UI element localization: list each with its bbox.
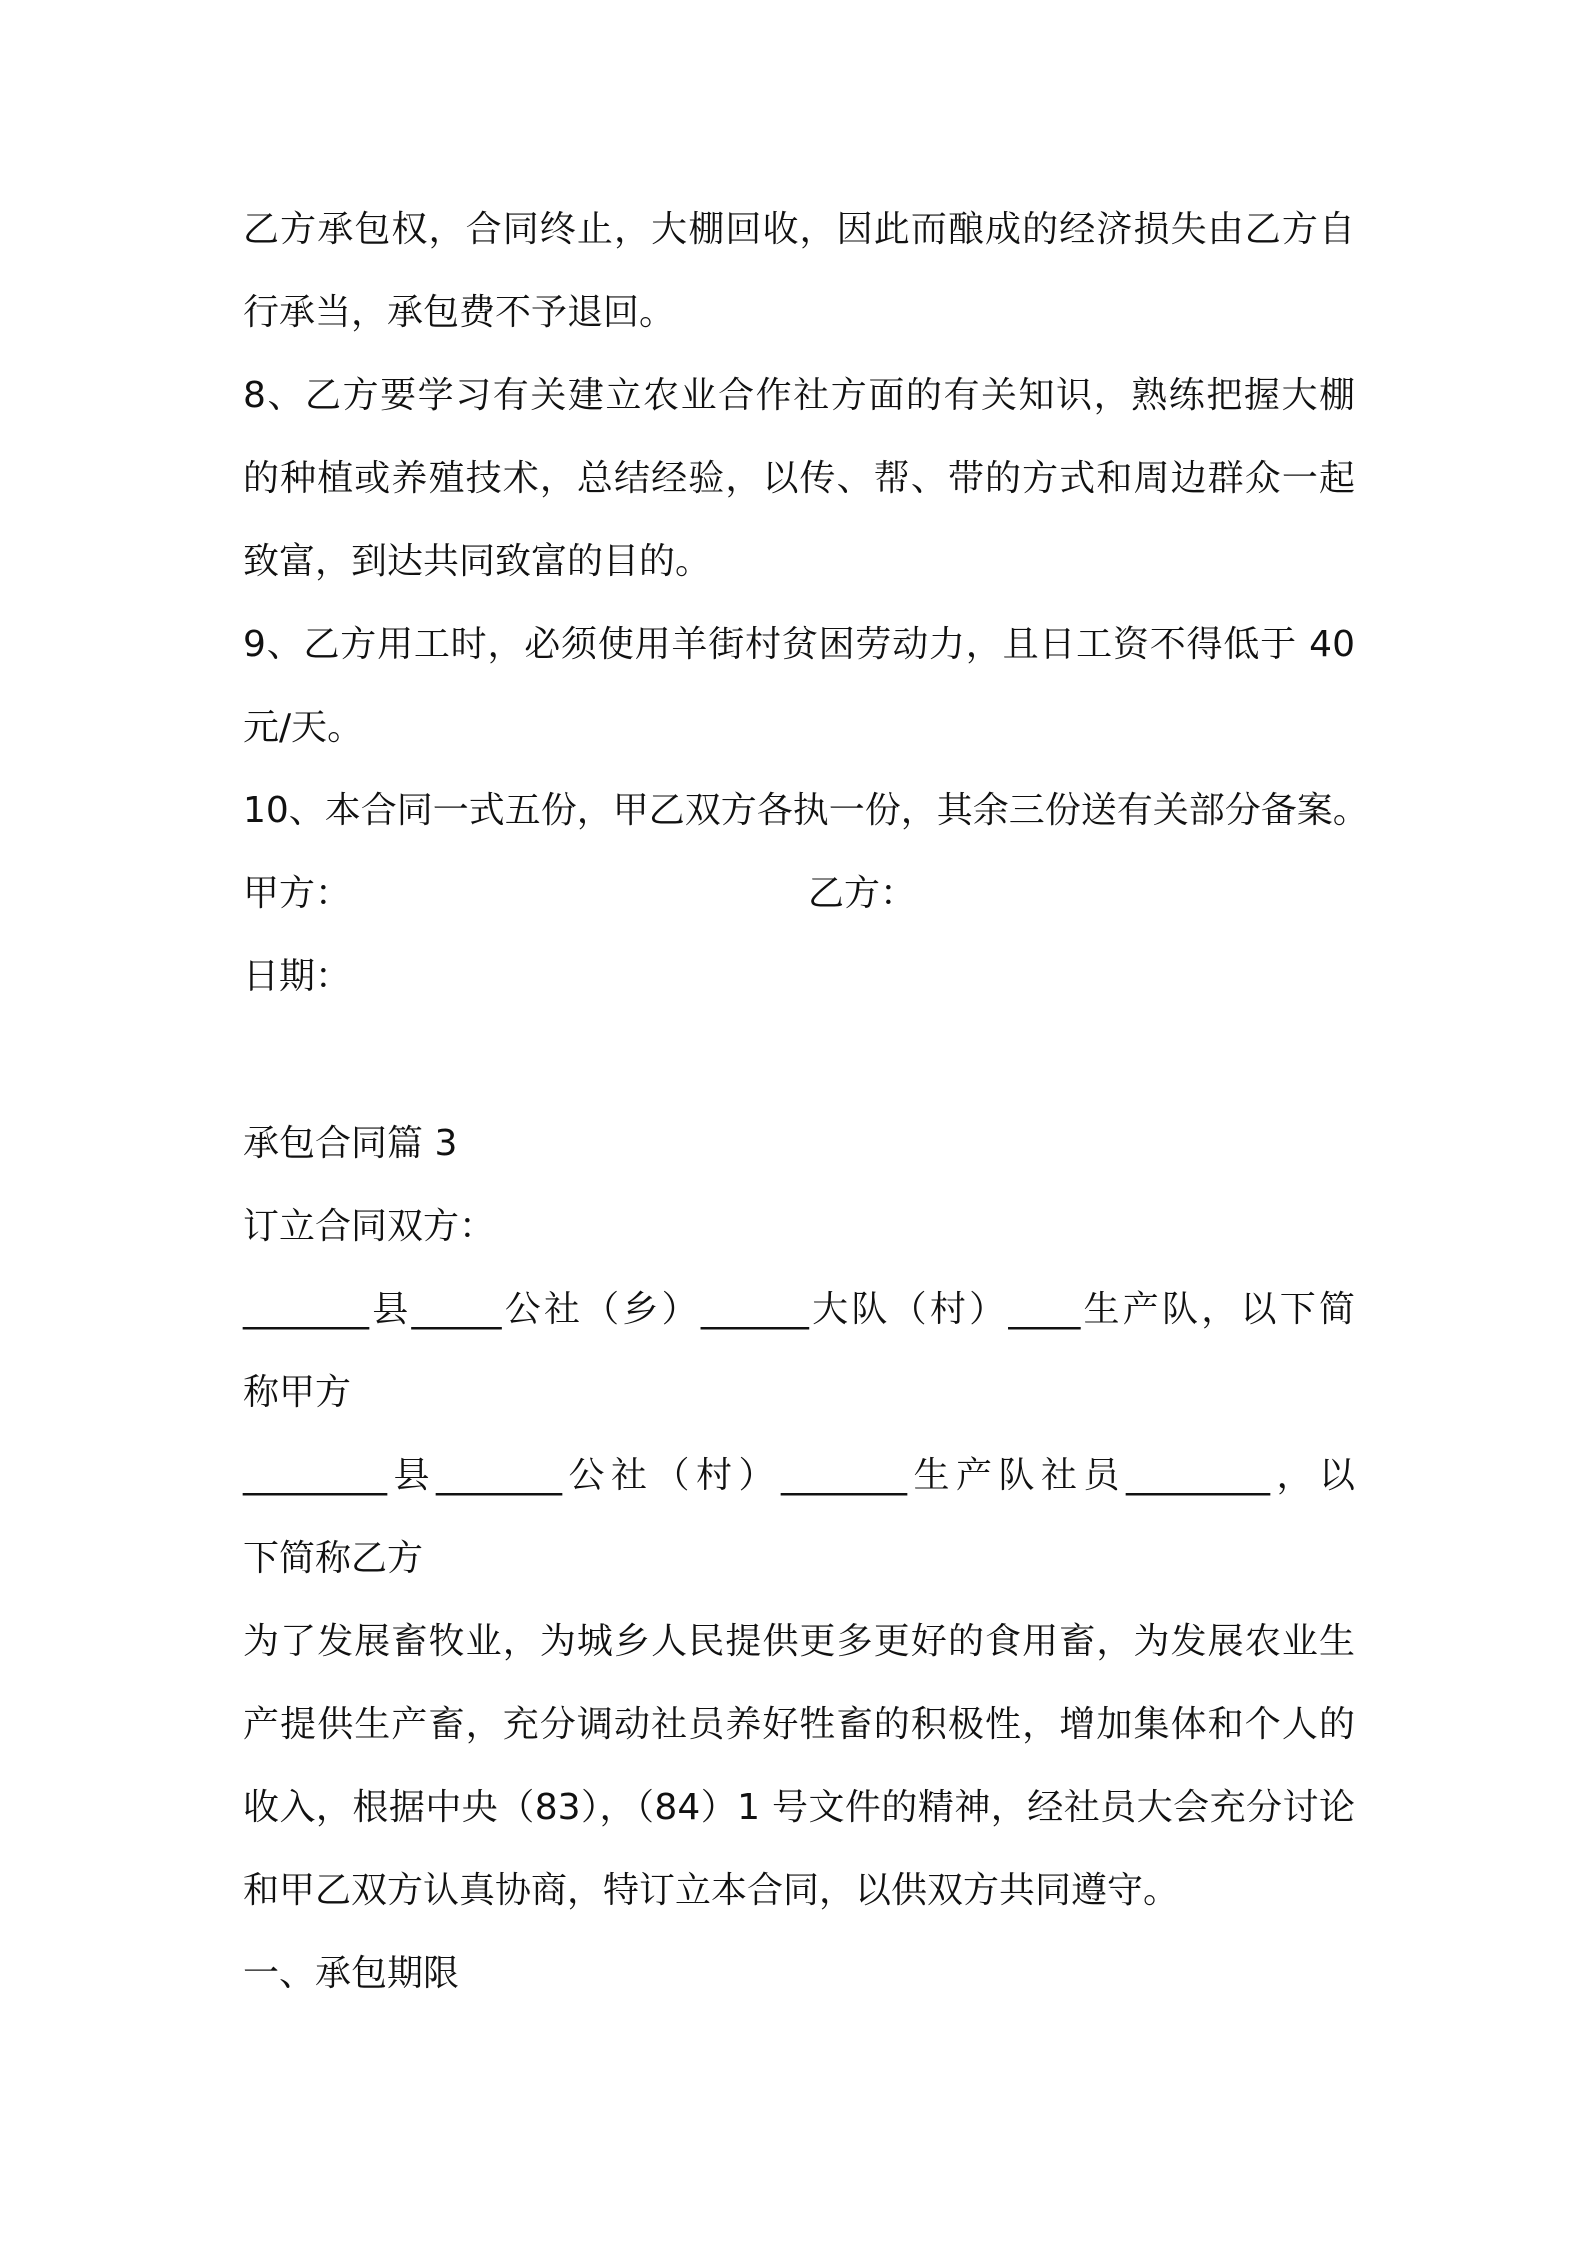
text-line: 致富，到达共同致富的目的。 <box>243 541 712 582</box>
text-line: 9、乙方用工时，必须使用羊街村贫困劳动力，且日工资不得低于 40 <box>243 624 1355 665</box>
section-heading: 一、承包期限 <box>243 1953 460 1994</box>
text-line: 下简称乙方 <box>243 1538 424 1579</box>
date-label: 日期： <box>243 956 352 997</box>
text-line: 行承当，承包费不予退回。 <box>243 292 676 333</box>
text-line: 乙方承包权，合同终止，大棚回收，因此而酿成的经济损失由乙方自 <box>243 209 1355 250</box>
text-line: 元/天。 <box>243 707 364 748</box>
signature-party-b: 乙方： <box>808 873 917 914</box>
text-line: 收入，根据中央（83），（84）1 号文件的精神，经社员大会充分讨论 <box>243 1787 1355 1828</box>
text-line: 和甲乙双方认真协商，特订立本合同，以供双方共同遵守。 <box>243 1870 1180 1911</box>
text-line: 10、本合同一式五份，甲乙双方各执一份，其余三份送有关部分备案。 <box>243 790 1369 831</box>
text-line: 订立合同双方： <box>243 1206 496 1247</box>
text-line: 产提供生产畜，充分调动社员养好牲畜的积极性，增加集体和个人的 <box>243 1704 1355 1745</box>
section-heading: 承包合同篇 3 <box>243 1123 458 1164</box>
signature-party-a: 甲方： <box>243 873 352 914</box>
text-line: 8、乙方要学习有关建立农业合作社方面的有关知识，熟练把握大棚 <box>243 375 1355 416</box>
text-line: _______县_____公社（乡）______大队（村）____生产队，以下简 <box>243 1289 1355 1330</box>
text-line: 为了发展畜牧业，为城乡人民提供更多更好的食用畜，为发展农业生 <box>243 1621 1355 1662</box>
text-line: 的种植或养殖技术，总结经验，以传、帮、带的方式和周边群众一起 <box>243 458 1355 499</box>
text-line: 称甲方 <box>243 1372 352 1413</box>
text-line: ________县_______公社（村）_______生产队社员________，以 <box>243 1455 1355 1496</box>
